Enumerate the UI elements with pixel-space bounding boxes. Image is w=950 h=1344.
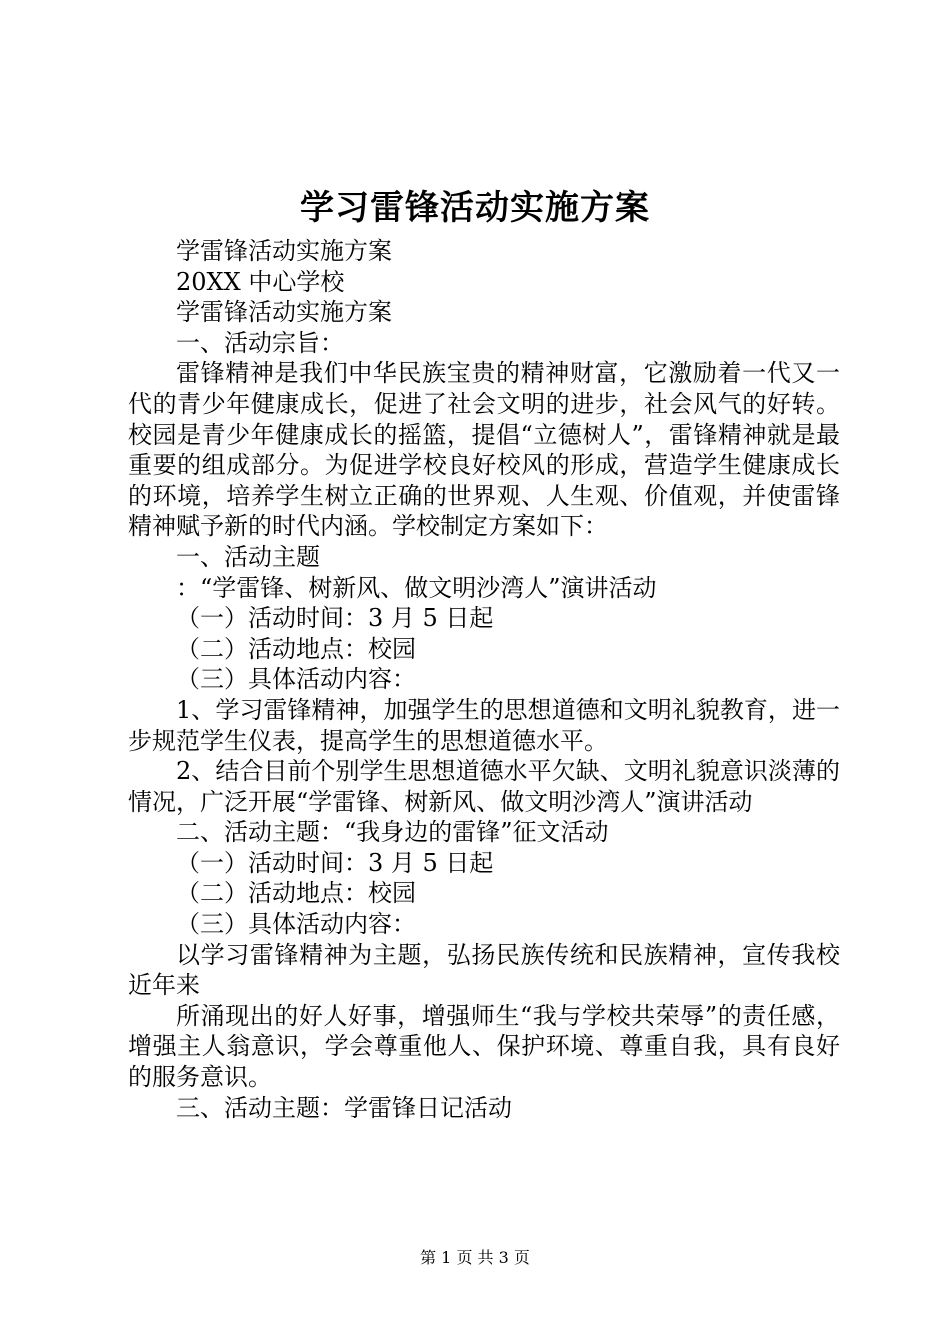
paragraph-1: 学雷锋活动实施方案 bbox=[176, 237, 392, 265]
document-body bbox=[128, 236, 840, 1123]
paragraph-11: 1、学习雷锋精神，加强学生的思想道德和文明礼貌教育，进一步规范学生仪表，提高学生的思想道德水平。 bbox=[128, 695, 840, 755]
paragraph-8: （一）活动时间：3 月 5 日起 bbox=[176, 604, 494, 633]
paragraph-9: （二）活动地点：校园 bbox=[176, 634, 416, 663]
paragraph-14: （一）活动时间：3 月 5 日起 bbox=[176, 848, 494, 877]
paragraph-16: （三）具体活动内容： bbox=[176, 910, 416, 939]
paragraph-5: 雷锋精神是我们中华民族宝贵的精神财富，它激励着一代又一代的青少年健康成长，促进了社会文明的进步，社会风气的好转。校园是青少年健康成长的摇篮，提倡“立德树人”，雷锋精神就是最重要的组成部分。为促进学校良好校风的形成，营造学生健康成长的环境，培养学生树立正确的世界观、人生观、价值观，并使雷锋精神赋予新的时代内涵。学校制定方案如下： bbox=[128, 359, 840, 541]
paragraph-2: 20XX 中心学校 bbox=[176, 267, 345, 296]
paragraph-7: ：“学雷锋、树新风、做文明沙湾人”演讲活动 bbox=[176, 573, 657, 602]
paragraph-4: 一、活动宗旨： bbox=[176, 328, 344, 357]
paragraph-10: （三）具体活动内容： bbox=[176, 665, 416, 694]
paragraph-3: 学雷锋活动实施方案 bbox=[176, 298, 392, 327]
paragraph-18: 所涌现出的好人好事，增强师生“我与学校共荣辱”的责任感，增强主人翁意识，学会尊重他人、保护环境、尊重自我，具有良好的服务意识。 bbox=[128, 1001, 840, 1092]
paragraph-12: 2、结合目前个别学生思想道德水平欠缺、文明礼貌意识淡薄的情况，广泛开展“学雷锋、树新风、做文明沙湾人”演讲活动 bbox=[128, 757, 840, 816]
paragraph-6: 一、活动主题 bbox=[176, 542, 320, 571]
paragraph-19: 三、活动主题：学雷锋日记活动 bbox=[176, 1093, 512, 1122]
document-title: 学习雷锋活动实施方案 bbox=[300, 188, 650, 228]
paragraph-15: （二）活动地点：校园 bbox=[176, 879, 416, 908]
paragraph-13: 二、活动主题：“我身边的雷锋”征文活动 bbox=[176, 818, 609, 847]
paragraph-17: 以学习雷锋精神为主题，弘扬民族传统和民族精神，宣传我校近年来 bbox=[128, 940, 840, 1000]
page-footer: 第 1 页 共 3 页 bbox=[420, 1248, 530, 1267]
